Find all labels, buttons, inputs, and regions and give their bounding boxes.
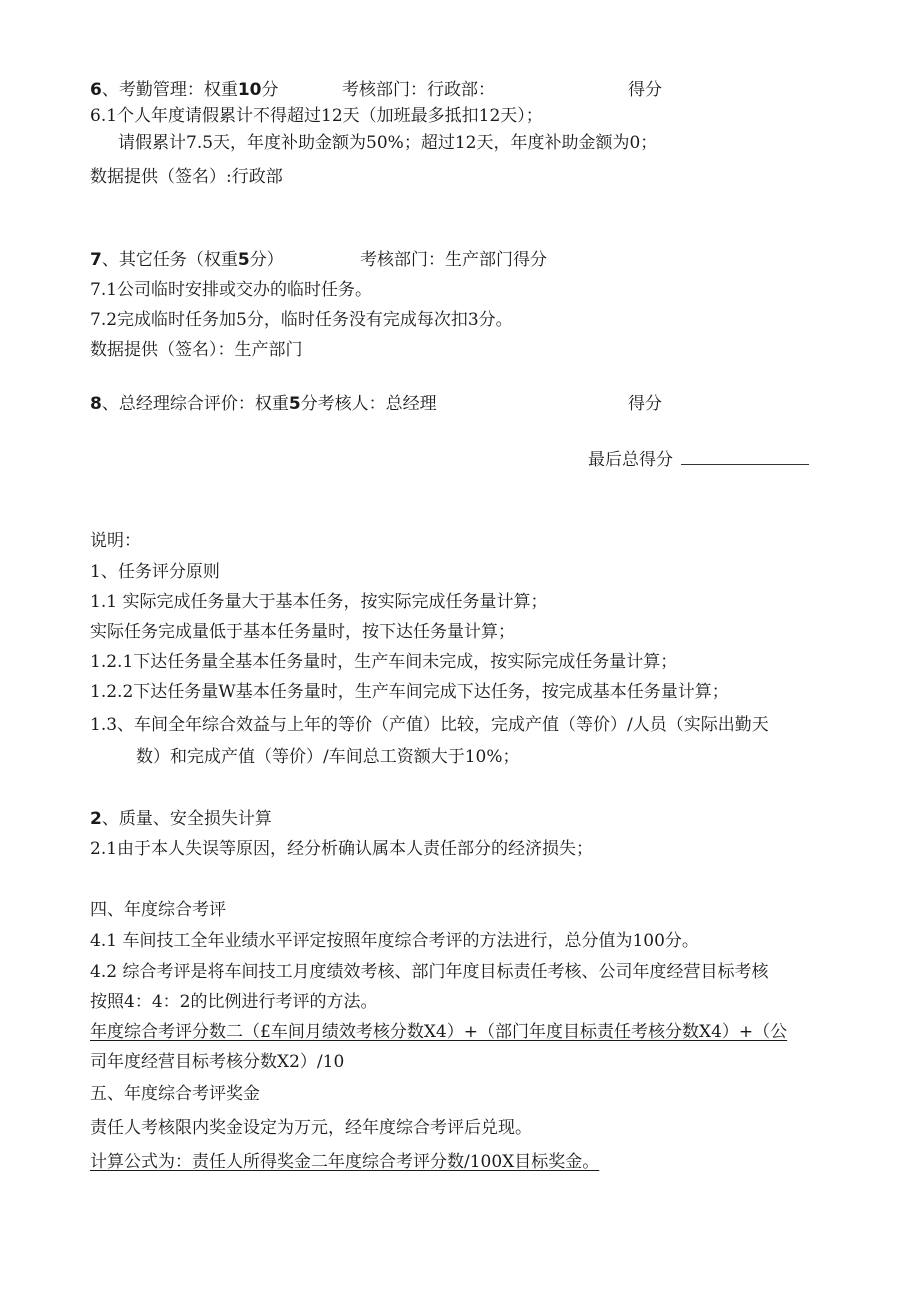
clause-6-1: 6.1个人年度请假累计不得超过12天（加班最多抵扣12天）； — [90, 106, 543, 126]
clause-4-2-cont: 按照4：4：2的比例进行考评的方法。 — [90, 992, 378, 1012]
assessment-dept: 考核部门：行政部： — [342, 80, 495, 100]
section-6-heading — [90, 79, 279, 101]
data-provider: 数据提供（签名）：生产部门 — [90, 340, 303, 360]
weight-unit: 分 — [261, 80, 279, 100]
section-assessor: 分考核人：总经理 — [300, 394, 437, 414]
notes-heading-1: 1、任务评分原则 — [90, 562, 220, 582]
score-label: 得分 — [628, 394, 662, 414]
section-8-heading — [90, 393, 437, 415]
clause-1-2-2: 1.2.2下达任务量W基本任务量时，生产车间完成下达任务，按完成基本任务量计算； — [90, 682, 729, 702]
clause-1-3-cont: 数）和完成产值（等价）/车间总工资额大于10%； — [136, 747, 520, 767]
formula-line-2: 司年度经营目标考核分数X2）/10 — [90, 1052, 345, 1072]
clause-4-1: 4.1 车间技工全年业绩水平评定按照年度综合考评的方法进行，总分值为100分。 — [90, 931, 699, 951]
final-score-blank — [681, 450, 809, 465]
bonus-formula: 计算公式为：责任人所得奖金二年度综合考评分数/100X目标奖金。 — [90, 1152, 600, 1172]
part-5-title: 五、年度综合考评奖金 — [90, 1084, 260, 1104]
data-provider: 数据提供（签名）:行政部 — [90, 167, 283, 187]
weight-unit: 分） — [249, 250, 284, 270]
section-number: 2 — [90, 809, 102, 829]
section-number: 6 — [90, 80, 102, 100]
section-number: 7 — [90, 250, 102, 270]
section-7-heading — [90, 249, 284, 271]
clause-2-1: 2.1由于本人失误等原因，经分析确认属本人责任部分的经济损失； — [90, 839, 594, 859]
section-title: 、考勤管理：权重 — [101, 80, 238, 100]
section-title: 、质量、安全损失计算 — [101, 809, 272, 829]
weight-value: 5 — [237, 250, 250, 270]
formula-line-1: 年度综合考评分数二（£车间月绩效考核分数X4）+（部门年度目标责任考核分数X4）+（公 — [90, 1022, 788, 1042]
section-number: 8 — [90, 394, 102, 414]
section-title: 、总经理综合评价：权重 — [101, 394, 289, 414]
score-label: 得分 — [628, 80, 662, 100]
clause-7-1: 7.1公司临时安排或交办的临时任务。 — [90, 280, 373, 300]
clause-6-1-detail: 请假累计7.5天，年度补助金额为50%；超过12天，年度补助金额为0； — [118, 133, 658, 153]
bonus-rule: 责任人考核限内奖金设定为万元，经年度综合考评后兑现。 — [90, 1118, 532, 1138]
clause-1-2-1: 1.2.1下达任务量全基本任务量时，生产车间未完成，按实际完成任务量计算； — [90, 652, 678, 672]
clause-1-1: 1.1 实际完成任务量大于基本任务，按实际完成任务量计算； — [90, 592, 548, 612]
weight-value: 10 — [237, 80, 262, 100]
clause-7-2: 7.2完成临时任务加5分，临时任务没有完成每次扣3分。 — [90, 310, 513, 330]
section-title: 、其它任务（权重 — [101, 250, 238, 270]
clause-1-3: 1.3、车间全年综合效益与上年的等价（产值）比较，完成产值（等价）/人员（实际出勤天 — [90, 715, 769, 735]
final-total-score — [588, 449, 809, 471]
weight-value: 5 — [288, 394, 301, 414]
clause-4-2: 4.2 综合考评是将车间技工月度绩效考核、部门年度目标责任考核、公司年度经营目标考核 — [90, 962, 769, 982]
part-4-title: 四、年度综合考评 — [90, 900, 226, 920]
assessment-dept: 考核部门：生产部门得分 — [360, 250, 547, 270]
notes-heading-2 — [90, 808, 272, 830]
clause-1-1-detail: 实际任务完成量低于基本任务量时，按下达任务量计算； — [90, 622, 515, 642]
final-score-label: 最后总得分 — [588, 450, 673, 470]
notes-title: 说明： — [90, 531, 141, 551]
